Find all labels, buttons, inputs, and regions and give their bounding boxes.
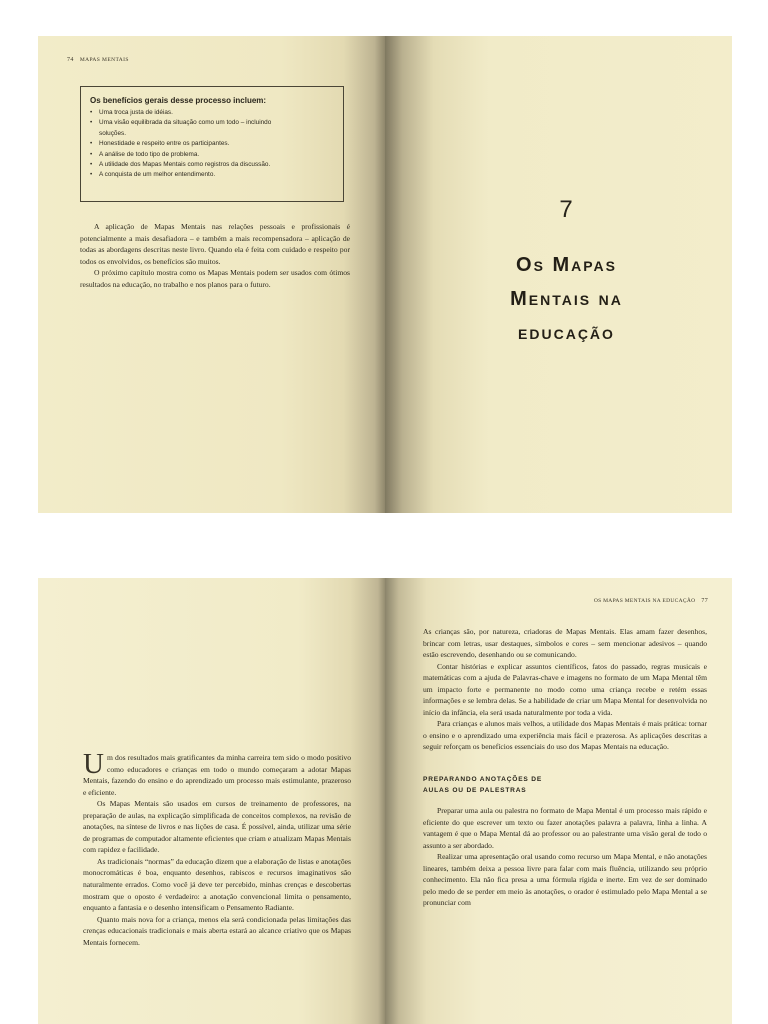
chapter-title-line: educação — [518, 322, 615, 344]
body-text — [83, 748, 351, 948]
chapter-number: 7 — [559, 196, 574, 223]
page-74 — [38, 36, 385, 513]
list-item-continuation: soluções. — [99, 129, 126, 137]
section-heading-line: PREPARANDO ANOTAÇÕES DE — [423, 776, 543, 784]
benefits-list — [90, 108, 335, 181]
paragraph: Para crianças e alunos mais velhos, a utilidade dos Mapas Mentais é mais prática: tornar o ensino e o aprendizado uma experiência mais fácil e prazerosa. As aplicações descritas a seguir reforçam os benefícios essenciais do uso dos Mapas Mentais na educação. — [423, 719, 707, 752]
running-head-text: MAPAS MENTAIS — [79, 57, 129, 63]
body-text — [423, 626, 707, 909]
drop-cap: U — [83, 748, 104, 780]
chapter-title-line: Mentais na — [510, 288, 623, 310]
paragraph: As tradicionais “normas” da educação dizem que a elaboração de listas e anotações monocromáticas é boa, enquanto desenhos, rabiscos e recursos imaginativos são naturalmente errados. Como você já deve ter percebido, minhas crenças e descobertas mostram que o oposto é verdadeiro: a anotação convencional limita o pensamento, enquanto a fantasia e o desenho intensificam o Pensamento Radiante. — [83, 856, 351, 913]
list-item: • Honestidade e respeito entre os participantes. — [90, 139, 335, 149]
paragraph: Contar histórias e explicar assuntos científicos, fatos do passado, regras musicais e matemáticas com a ajuda de Palavras-chave e imagens no formato de um Mapa Mental têm um impacto forte e permanente no modo como uma criança recebe e retém essas informações e se lembra delas. Se a habilidade de criar um Mapa Mental for desenvolvida no início da infância, ela será usada naturalmente por toda a vida. — [423, 661, 707, 717]
running-head-left — [67, 57, 129, 63]
benefits-box-title: Os benefícios gerais desse processo incluem: — [90, 96, 267, 105]
spread-bottom — [38, 578, 732, 1024]
list-item: • A análise de todo tipo de problema. — [90, 150, 335, 160]
page-number: 74 — [67, 57, 74, 63]
paragraph: As crianças são, por natureza, criadoras de Mapas Mentais. Elas amam fazer desenhos, brincar com letras, usar destaques, símbolos e cores – sem mencionar adesivos – quando estão escrevendo, desenhando ou se comunicando. — [423, 627, 707, 660]
paragraph — [83, 748, 351, 798]
running-head-text: OS MAPAS MENTAIS NA EDUCAÇÃO — [593, 598, 696, 604]
page-77 — [385, 578, 732, 1024]
page-76 — [38, 578, 385, 1024]
section-heading-line: AULAS OU DE PALESTRAS — [423, 787, 527, 795]
paragraph: Realizar uma apresentação oral usando como recurso um Mapa Mental, e não anotações lineares, também deixa a pessoa livre para falar com mais fluência, utilizando seu próprio conhecimento. Ela não fica presa a uma fórmula rígida e inerte. Em vez de ser dominado pelo medo de se perder em meio às anotações, o orador é estimulado pelo Mapa Mental a se pronunciar com — [423, 852, 707, 908]
list-item: • Uma troca justa de idéias. — [90, 108, 335, 118]
paragraph: Quanto mais nova for a criança, menos ela será condicionada pelas limitações das crenças educacionais tradicionais e mais aberta estará ao alcance criativo que os Mapas Mentais fornecem. — [83, 914, 351, 947]
section-heading — [423, 774, 707, 796]
list-item: • Uma visão equilibrada da situação como um todo – incluindo — [90, 118, 335, 128]
benefits-box — [80, 86, 344, 202]
running-head-right — [594, 598, 708, 604]
paragraph: A aplicação de Mapas Mentais nas relações pessoais e profissionais é potencialmente a mais desafiadora – e também a mais recompensadora – aplicação de todas as abordagens descritas neste livro. Quando ela é feita com cuidado e respeito por todos os envolvidos, os benefícios são muitos. — [80, 222, 350, 266]
list-item: • A utilidade dos Mapas Mentais como registros da discussão. — [90, 160, 335, 170]
paragraph-text: m dos resultados mais gratificantes da minha carreira tem sido o modo positivo como educadores e crianças em todo o mundo começaram a adotar Mapas Mentais, fazendo do ensino e do aprendizado um processo mais estimulante, prazeroso e eficiente. — [83, 753, 351, 797]
paragraph: Os Mapas Mentais são usados em cursos de treinamento de professores, na preparação de aulas, na explicação simplificada de conceitos complexos, na revisão de anotações, na síntese de livros e nas lições de casa. É possível, ainda, utilizar uma série de programas de computador altamente eficientes que criam e atualizam Mapas Mentais com rapidez e facilidade. — [83, 799, 351, 855]
chapter-title — [393, 248, 732, 350]
list-item: • A conquista de um melhor entendimento. — [90, 170, 335, 180]
body-text — [80, 221, 350, 291]
page-number: 77 — [701, 598, 708, 604]
chapter-title-line: Os Mapas — [516, 254, 617, 276]
paragraph: O próximo capítulo mostra como os Mapas Mentais podem ser usados com ótimos resultados na educação, no trabalho e nos planos para o futuro. — [80, 268, 350, 289]
spread-top — [38, 36, 732, 513]
paragraph: Preparar uma aula ou palestra no formato de Mapa Mental é um processo mais rápido e eficiente do que escrever um texto ou fazer anotações palavra a palavra, linha a linha. A vantagem é que o Mapa Mental dá ao professor ou ao palestrante uma visão geral de todo o assunto a ser abordado. — [423, 806, 707, 850]
chapter-opener-page — [385, 36, 732, 513]
